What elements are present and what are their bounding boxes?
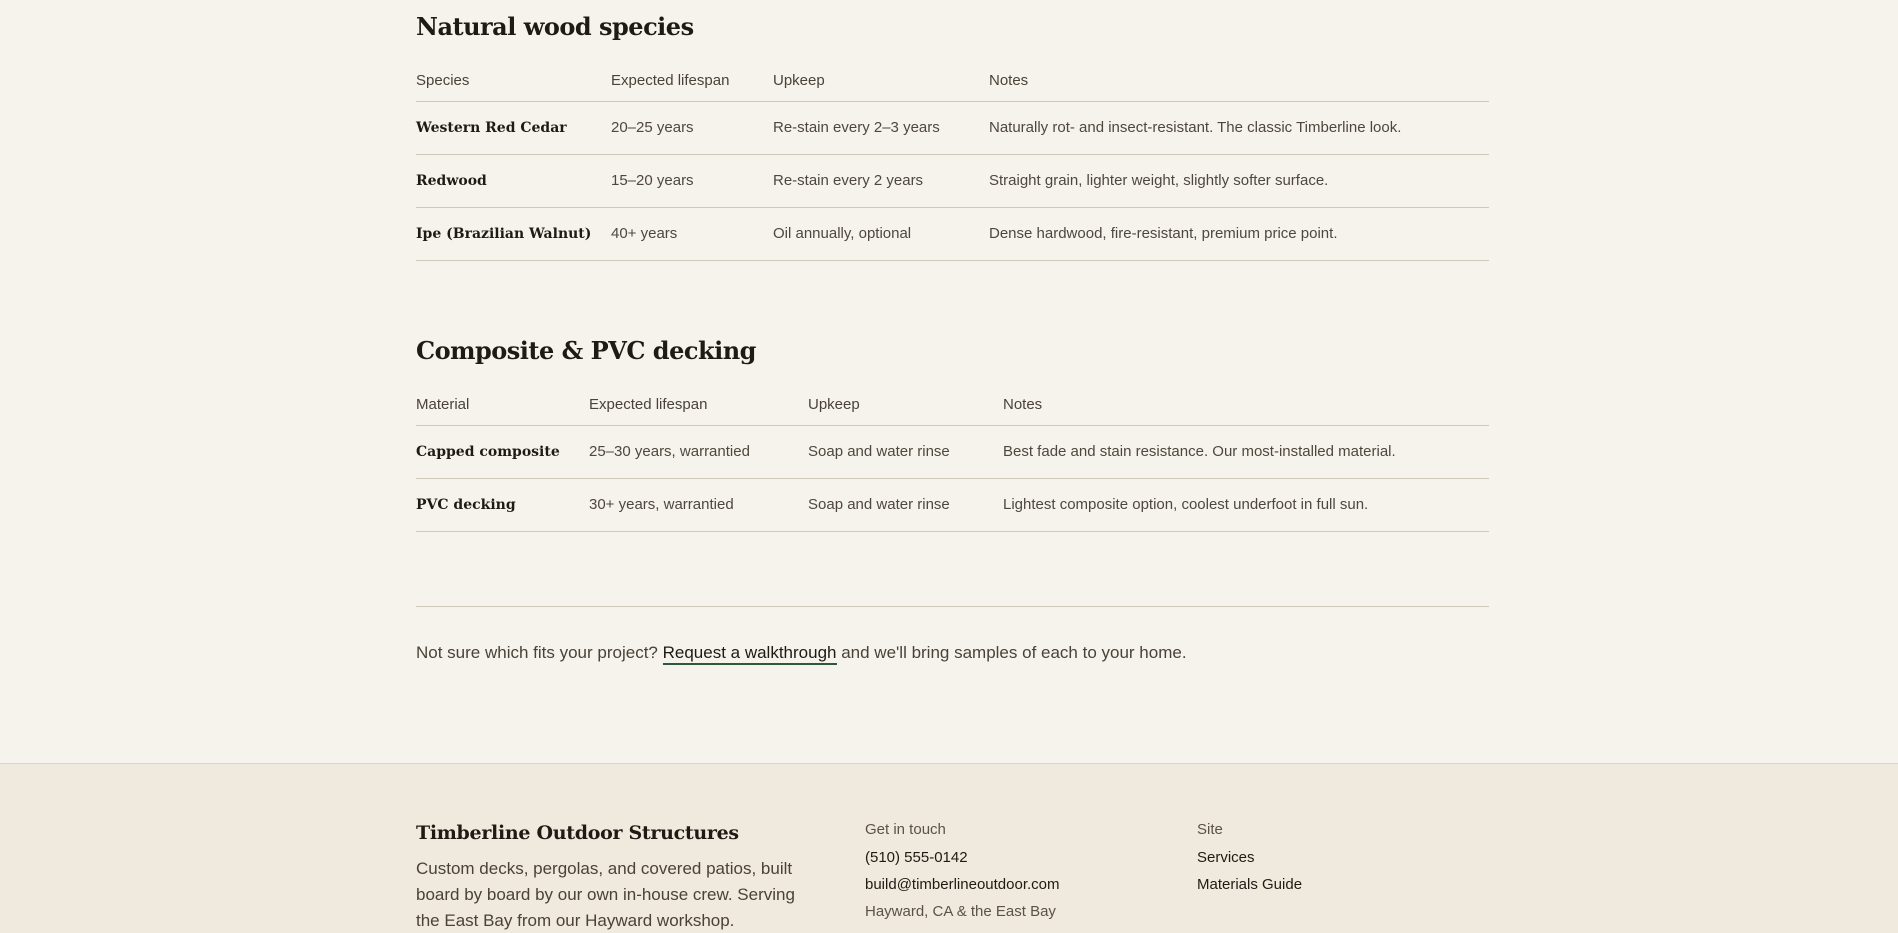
footer-location: Hayward, CA & the East Bay bbox=[865, 903, 1056, 920]
table-row bbox=[416, 207, 1489, 260]
column-header-material: Material bbox=[416, 385, 589, 425]
column-header-lifespan: Expected lifespan bbox=[611, 61, 773, 101]
site-footer bbox=[0, 763, 1898, 933]
section-title: Natural wood species bbox=[416, 12, 694, 41]
notes-cell: Naturally rot- and insect-resistant. The classic Timberline look. bbox=[989, 101, 1489, 154]
species-name: Redwood bbox=[416, 154, 611, 207]
natural-wood-table bbox=[416, 61, 1489, 261]
lifespan-cell: 25–30 years, warrantied bbox=[589, 425, 808, 478]
footer-phone-link[interactable]: (510) 555-0142 bbox=[865, 849, 968, 866]
footer-contact-heading: Get in touch bbox=[865, 821, 946, 838]
walkthrough-prompt bbox=[416, 643, 1489, 663]
lifespan-cell: 15–20 years bbox=[611, 154, 773, 207]
cta-text-after: and we'll bring samples of each to your home. bbox=[836, 643, 1187, 662]
notes-cell: Straight grain, lighter weight, slightly softer surface. bbox=[989, 154, 1489, 207]
footer-contact bbox=[865, 821, 1060, 920]
lifespan-cell: 30+ years, warrantied bbox=[589, 478, 808, 531]
upkeep-cell: Soap and water rinse bbox=[808, 478, 1003, 531]
table-header-row bbox=[416, 61, 1489, 101]
natural-wood-section bbox=[416, 12, 1489, 261]
notes-cell: Best fade and stain resistance. Our most-installed material. bbox=[1003, 425, 1489, 478]
footer-brand-name: Timberline Outdoor Structures bbox=[416, 822, 739, 844]
section-divider bbox=[416, 606, 1489, 607]
column-header-species: Species bbox=[416, 61, 611, 101]
material-name: PVC decking bbox=[416, 478, 589, 531]
species-name: Western Red Cedar bbox=[416, 101, 611, 154]
column-header-upkeep: Upkeep bbox=[808, 385, 1003, 425]
column-header-lifespan: Expected lifespan bbox=[589, 385, 808, 425]
notes-cell: Dense hardwood, fire-resistant, premium price point. bbox=[989, 207, 1489, 260]
composite-table bbox=[416, 385, 1489, 532]
notes-cell: Lightest composite option, coolest underfoot in full sun. bbox=[1003, 478, 1489, 531]
upkeep-cell: Re-stain every 2–3 years bbox=[773, 101, 989, 154]
footer-tagline: Custom decks, pergolas, and covered patios, built board by board by our own in-house crew. Serving the East Bay from our Hayward workshop. bbox=[416, 859, 795, 930]
lifespan-cell: 20–25 years bbox=[611, 101, 773, 154]
upkeep-cell: Soap and water rinse bbox=[808, 425, 1003, 478]
cta-text-before: Not sure which fits your project? bbox=[416, 643, 663, 662]
footer-email-link[interactable]: build@timberlineoutdoor.com bbox=[865, 876, 1060, 893]
table-header-row bbox=[416, 385, 1489, 425]
footer-site-heading: Site bbox=[1197, 821, 1223, 838]
footer-site-nav bbox=[1197, 821, 1302, 893]
footer-brand-block bbox=[416, 822, 816, 933]
table-row bbox=[416, 478, 1489, 531]
column-header-upkeep: Upkeep bbox=[773, 61, 989, 101]
upkeep-cell: Oil annually, optional bbox=[773, 207, 989, 260]
composite-section bbox=[416, 336, 1489, 532]
footer-link-services[interactable]: Services bbox=[1197, 849, 1255, 866]
column-header-notes: Notes bbox=[1003, 385, 1489, 425]
table-row bbox=[416, 154, 1489, 207]
footer-link-materials-guide[interactable]: Materials Guide bbox=[1197, 876, 1303, 893]
section-title: Composite & PVC decking bbox=[416, 336, 756, 365]
request-walkthrough-link[interactable]: Request a walkthrough bbox=[663, 643, 837, 665]
column-header-notes: Notes bbox=[989, 61, 1489, 101]
lifespan-cell: 40+ years bbox=[611, 207, 773, 260]
upkeep-cell: Re-stain every 2 years bbox=[773, 154, 989, 207]
table-row bbox=[416, 101, 1489, 154]
table-row bbox=[416, 425, 1489, 478]
material-name: Capped composite bbox=[416, 425, 589, 478]
species-name: Ipe (Brazilian Walnut) bbox=[416, 207, 611, 260]
